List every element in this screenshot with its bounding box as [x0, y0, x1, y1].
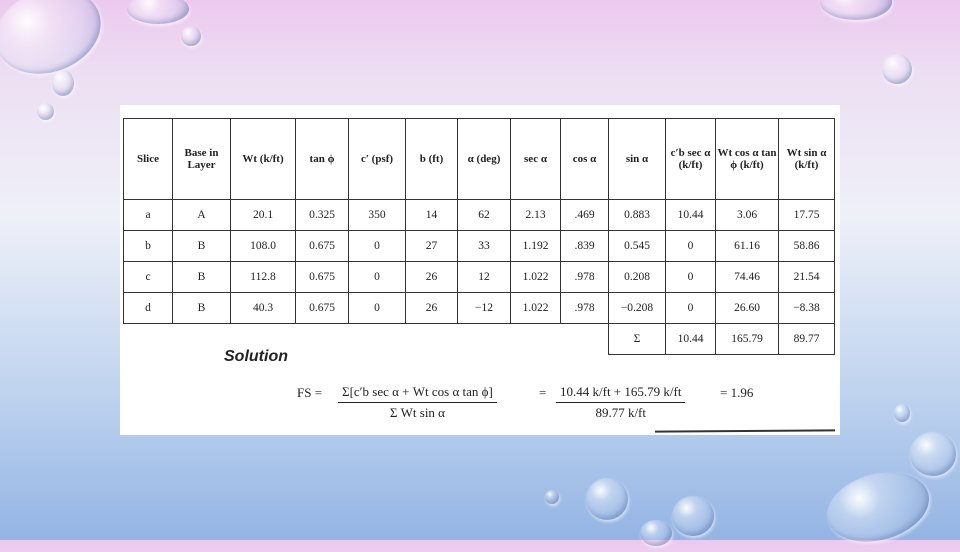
- table-cell: d: [124, 293, 173, 324]
- table-cell: 10.44: [666, 200, 716, 231]
- table-cell: 14: [406, 200, 458, 231]
- equation-lhs: FS =: [297, 385, 323, 400]
- numeric-numerator: 10.44 k/ft + 165.79 k/ft: [556, 384, 685, 403]
- table-cell: −0.208: [609, 293, 666, 324]
- table-row: [124, 262, 835, 293]
- table-cell: 0: [349, 262, 406, 293]
- table-row: [124, 231, 835, 262]
- numeric-fraction: [556, 384, 685, 421]
- slice-table: [123, 118, 835, 355]
- table-cell: 0.675: [296, 293, 349, 324]
- table-cell: A: [173, 200, 231, 231]
- water-drop: [820, 0, 892, 20]
- total-cell: 10.44: [666, 324, 716, 355]
- table-cell: 0.675: [296, 231, 349, 262]
- table-cell: 26: [406, 262, 458, 293]
- document-image: [120, 105, 840, 435]
- total-cell: 89.77: [779, 324, 835, 355]
- water-drop: [640, 520, 672, 546]
- solution-heading: Solution: [224, 348, 288, 365]
- water-drop: [127, 0, 189, 24]
- table-cell: 61.16: [716, 231, 779, 262]
- table-cell: 0: [349, 293, 406, 324]
- table-cell: 0.325: [296, 200, 349, 231]
- water-drop: [910, 432, 956, 476]
- column-header: b (ft): [406, 119, 458, 200]
- symbolic-fraction: [338, 384, 497, 421]
- column-header: c′ (psf): [349, 119, 406, 200]
- table-header-row: [124, 119, 835, 200]
- water-drop: [37, 103, 54, 120]
- water-drop: [545, 490, 559, 504]
- table-cell: B: [173, 293, 231, 324]
- water-drop: [52, 70, 74, 96]
- table-cell: .978: [561, 293, 609, 324]
- table-cell: B: [173, 231, 231, 262]
- column-header: Wt sin α (k/ft): [779, 119, 835, 200]
- table-cell: 0: [349, 231, 406, 262]
- table-cell: 0.208: [609, 262, 666, 293]
- column-header: tan ϕ: [296, 119, 349, 200]
- table-cell: 350: [349, 200, 406, 231]
- sum-symbol: Σ: [609, 324, 666, 355]
- table-cell: 27: [406, 231, 458, 262]
- table-cell: .469: [561, 200, 609, 231]
- water-drop: [181, 26, 201, 46]
- table-cell: .978: [561, 262, 609, 293]
- table-cell: 20.1: [231, 200, 296, 231]
- divider-line: [655, 429, 835, 432]
- table-cell: 62: [458, 200, 511, 231]
- table-cell: 0.675: [296, 262, 349, 293]
- table-cell: 74.46: [716, 262, 779, 293]
- column-header: Slice: [124, 119, 173, 200]
- table-cell: 12: [458, 262, 511, 293]
- table-cell: 17.75: [779, 200, 835, 231]
- factor-of-safety-result: = 1.96: [720, 385, 754, 400]
- table-cell: 0.883: [609, 200, 666, 231]
- table-cell: 0: [666, 293, 716, 324]
- table-cell: B: [173, 262, 231, 293]
- table-row: [124, 293, 835, 324]
- table-row: [124, 200, 835, 231]
- column-header: α (deg): [458, 119, 511, 200]
- table-cell: 1.022: [511, 293, 561, 324]
- equals-sign: =: [539, 385, 547, 400]
- water-drop: [819, 462, 937, 552]
- table-cell: a: [124, 200, 173, 231]
- water-drop: [894, 404, 910, 422]
- column-header: sec α: [511, 119, 561, 200]
- table-cell: 0.545: [609, 231, 666, 262]
- table-cell: 1.192: [511, 231, 561, 262]
- table-cell: .839: [561, 231, 609, 262]
- water-drop: [672, 496, 714, 536]
- column-header: Base in Layer: [173, 119, 231, 200]
- table-cell: 40.3: [231, 293, 296, 324]
- table-cell: 0: [666, 231, 716, 262]
- table-cell: 58.86: [779, 231, 835, 262]
- water-drop: [882, 54, 912, 84]
- table-cell: 2.13: [511, 200, 561, 231]
- water-drop: [586, 478, 628, 520]
- table-cell: −8.38: [779, 293, 835, 324]
- column-header: sin α: [609, 119, 666, 200]
- column-header: Wt cos α tan ϕ (k/ft): [716, 119, 779, 200]
- symbolic-numerator: Σ[c′b sec α + Wt cos α tan ϕ]: [338, 384, 497, 403]
- total-cell: 165.79: [716, 324, 779, 355]
- column-header: c′b sec α (k/ft): [666, 119, 716, 200]
- table-cell: c: [124, 262, 173, 293]
- table-cell: 33: [458, 231, 511, 262]
- numeric-denominator: 89.77 k/ft: [595, 405, 646, 420]
- table-cell: 3.06: [716, 200, 779, 231]
- table-cell: 26.60: [716, 293, 779, 324]
- symbolic-denominator: Σ Wt sin α: [389, 405, 445, 420]
- table-cell: 26: [406, 293, 458, 324]
- table-cell: 112.8: [231, 262, 296, 293]
- table-cell: 108.0: [231, 231, 296, 262]
- column-header: cos α: [561, 119, 609, 200]
- table-cell: −12: [458, 293, 511, 324]
- table-cell: 1.022: [511, 262, 561, 293]
- table-cell: 0: [666, 262, 716, 293]
- table-cell: 21.54: [779, 262, 835, 293]
- table-cell: b: [124, 231, 173, 262]
- column-header: Wt (k/ft): [231, 119, 296, 200]
